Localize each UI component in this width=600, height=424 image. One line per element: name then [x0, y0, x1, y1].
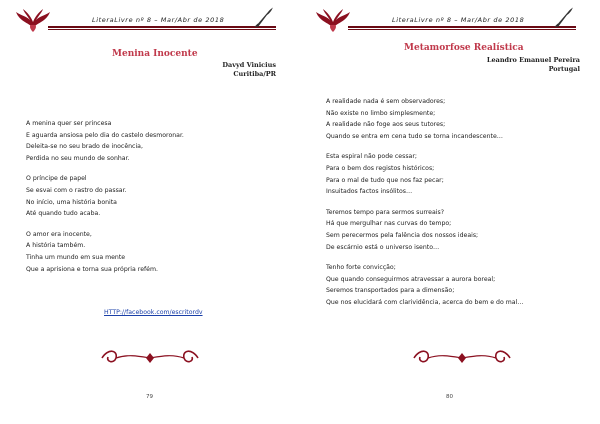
page-number: 79: [146, 394, 153, 400]
issue-label: LiteraLivre nº 8 – Mar/Abr de 2018: [92, 16, 225, 24]
page-right: [300, 0, 600, 424]
stanza: [326, 207, 523, 253]
header-rule: [348, 26, 576, 28]
verse-line: Tenho forte convicção;: [326, 264, 396, 272]
verse-line: A realidade não foge aos seus tutores;: [326, 121, 446, 129]
quill-pen-icon: [254, 6, 274, 28]
stanza: [26, 173, 184, 219]
verse-line: A história também.: [26, 242, 86, 250]
author-place: Portugal: [548, 65, 580, 73]
verse-line: Não existe no limbo simplesmente;: [326, 109, 436, 117]
stanza: [26, 229, 184, 275]
verse-line: No início, uma história bonita: [26, 198, 117, 206]
verse-line: Para o mal de tudo que nos faz pecar;: [326, 176, 444, 184]
verse-line: A realidade nada é sem observadores;: [326, 98, 446, 105]
verse-line: A menina quer ser princesa: [26, 120, 112, 127]
verse-line: Insuitados factos insólitos…: [326, 188, 413, 196]
stanza: [326, 96, 523, 142]
poem-title: Menina Inocente: [112, 49, 198, 59]
author-place: Curitiba/PR: [233, 70, 276, 78]
verse-line: Perdida no seu mundo de sonhar.: [26, 154, 130, 162]
verse-line: Tinha um mundo em sua mente: [26, 253, 126, 261]
header-rule: [48, 26, 276, 28]
verse-line: Teremos tempo para sermos surreais?: [326, 208, 444, 216]
page-header: [300, 8, 600, 34]
winged-heart-icon: [14, 8, 52, 34]
verse-line: Deleita-se no seu brado de inocência,: [26, 143, 143, 151]
author-name: Leandro Emanuel Pereira: [486, 56, 580, 64]
verse-line: Para o bem dos registos históricos;: [326, 164, 435, 172]
verse-line: O amor era inocente,: [26, 230, 92, 238]
winged-heart-icon: [314, 8, 352, 34]
author-block: [487, 56, 580, 74]
header-rule-thin: [48, 29, 276, 30]
page-number: 80: [446, 394, 453, 400]
flourish-ornament-icon: [98, 346, 202, 368]
issue-label: LiteraLivre nº 8 – Mar/Abr de 2018: [392, 16, 525, 24]
author-block: [222, 61, 276, 79]
verse-line: E aguarda ansiosa pelo dia do castelo desmoronar.: [26, 131, 184, 139]
poem-body: [326, 96, 523, 309]
verse-line: Se esvai com o rastro do passar.: [26, 186, 127, 194]
verse-line: Que nos elucidará com clarividência, acerca do bem e do mal…: [326, 298, 524, 306]
verse-line: Esta espiral não pode cessar;: [326, 153, 417, 161]
header-rule-thin: [348, 29, 576, 30]
facebook-link[interactable]: HTTP://facebook.com/escritordv: [104, 309, 203, 316]
stanza: [326, 151, 523, 197]
verse-line: Que a aprisiona e torna sua própria refém.: [26, 265, 158, 273]
poem-body: [26, 118, 184, 275]
verse-line: Seremos transportados para a dimensão;: [326, 287, 455, 295]
stanza: [26, 118, 184, 164]
author-name: Davyd Vinicius: [222, 61, 276, 69]
poem-title: Metamorfose Realística: [404, 43, 524, 53]
verse-line: Há que mergulhar nas curvas do tempo;: [326, 220, 452, 228]
verse-line: Quando se entra em cena tudo se torna incandescente…: [326, 132, 503, 140]
verse-line: Até quando tudo acaba.: [26, 210, 101, 218]
verse-line: Sem perecermos pela falência dos nossos ideais;: [326, 231, 479, 239]
verse-line: De escárnio está o universo isento…: [326, 243, 440, 251]
flourish-ornament-icon: [410, 346, 514, 368]
quill-pen-icon: [554, 6, 574, 28]
stanza: [326, 262, 523, 308]
page-header: [0, 8, 300, 34]
verse-line: O príncipe de papel: [26, 175, 87, 183]
verse-line: Que quando conseguirmos atravessar a aurora boreal;: [326, 275, 496, 283]
